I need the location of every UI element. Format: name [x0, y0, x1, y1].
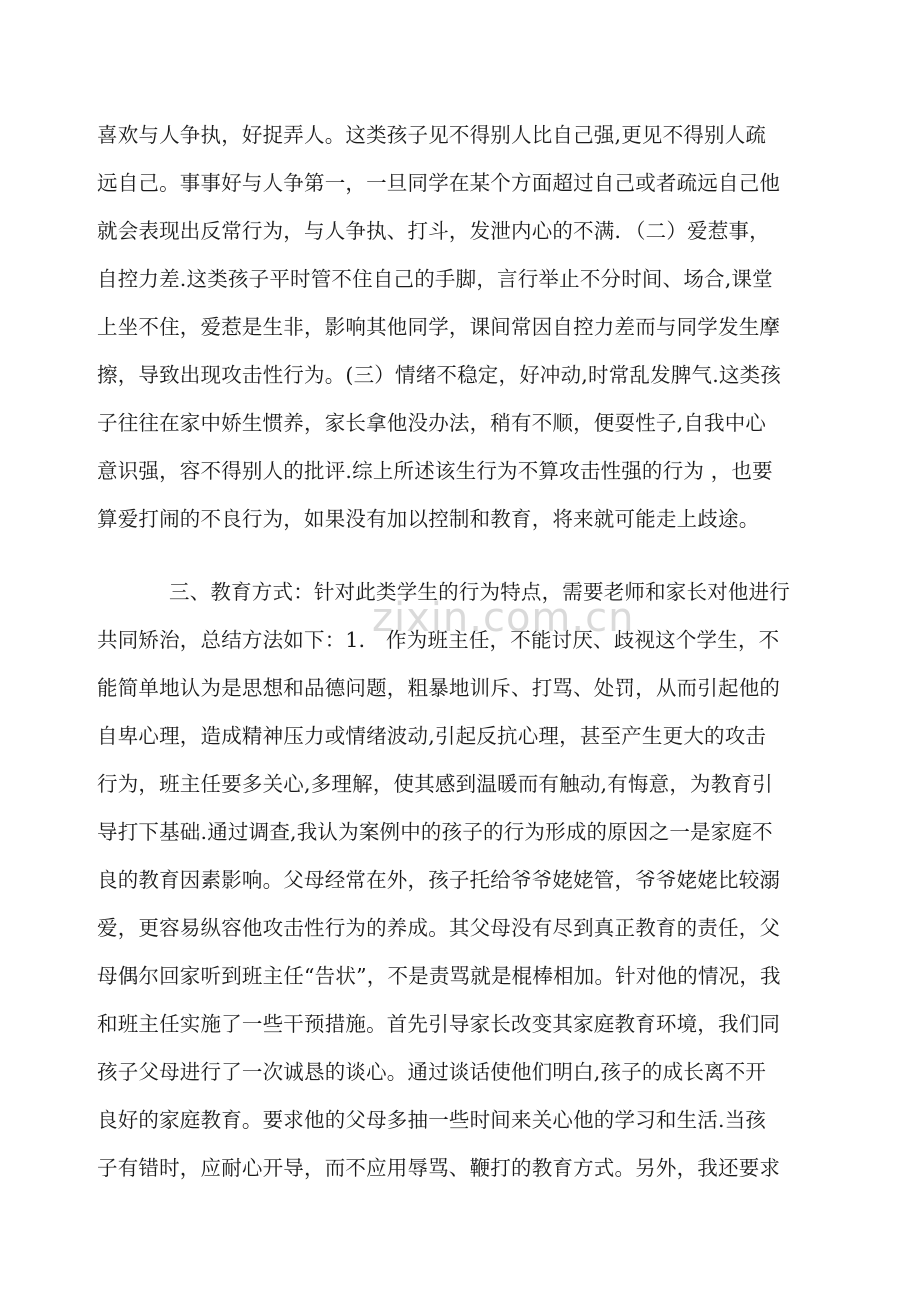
- text-line: 子往往在家中娇生惯养，家长拿他没办法，稍有不顺，便耍性子,自我中心: [97, 411, 767, 435]
- text-line: 擦，导致出现攻击性行为。(三）情绪不稳定，好冲动,时常乱发脾气.这类孩: [97, 363, 782, 387]
- text-line: 共同矫治，总结方法如下：1． 作为班主任，不能讨厌、歧视这个学生，不: [97, 628, 780, 652]
- section-heading-line: 三、教育方式：针对此类学生的行为特点，需要老师和家长对他进行: [169, 580, 790, 604]
- text-line: 上坐不住，爱惹是生非，影响其他同学，课间常因自控力差而与同学发生摩: [97, 315, 781, 339]
- text-line: 远自己。事事好与人争第一，一旦同学在某个方面超过自己或者疏远自己他: [97, 171, 781, 195]
- text-line: 能简单地认为是思想和品德问题，粗暴地训斥、打骂、处罚，从而引起他的: [97, 676, 781, 700]
- text-line: 算爱打闹的不良行为，如果没有加以控制和教育，将来就可能走上歧途。: [97, 507, 760, 531]
- text-line: 子有错时，应耐心开导，而不应用辱骂、鞭打的教育方式。另外，我还要求: [97, 1156, 781, 1180]
- paragraph-education-methods: [97, 568, 817, 1192]
- text-line: 良的教育因素影响。父母经常在外，孩子托给爷爷姥姥管，爷爷姥姥比较溺: [97, 868, 781, 892]
- text-line: 良好的家庭教育。要求他的父母多抽一些时间来关心他的学习和生活.当孩: [97, 1108, 767, 1132]
- text-line: 意识强，容不得别人的批评.综上所述该生行为不算攻击性强的行为 ，也要: [97, 459, 773, 483]
- text-line: 导打下基础.通过调查,我认为案例中的孩子的行为形成的原因之一是家庭不: [97, 820, 773, 844]
- text-line: 和班主任实施了一些干预措施。首先引导家长改变其家庭教育环境，我们同: [97, 1012, 781, 1036]
- text-line: 喜欢与人争执，好捉弄人。这类孩子见不得别人比自己强,更见不得别人疏: [97, 123, 767, 147]
- text-line: 爱，更容易纵容他攻击性行为的养成。其父母没有尽到真正教育的责任，父: [97, 916, 781, 940]
- text-line: 母偶尔回家听到班主任“告状”，不是责骂就是棍棒相加。针对他的情况，我: [97, 964, 781, 988]
- text-line: 自控力差.这类孩子平时管不住自己的手脚，言行举止不分时间、场合,课堂: [97, 267, 773, 291]
- text-line: 自卑心理，造成精神压力或情绪波动,引起反抗心理，甚至产生更大的攻击: [97, 724, 767, 748]
- text-line: 就会表现出反常行为，与人争执、打斗，发泄内心的不满．（二）爱惹事，: [97, 219, 770, 243]
- watermark: zixin.com.cn: [372, 595, 635, 641]
- paragraph-behavior-types: [97, 111, 817, 543]
- text-line: 孩子父母进行了一次诚恳的谈心。通过谈话使他们明白,孩子的成长离不开: [97, 1060, 767, 1084]
- text-line: 行为，班主任要多关心,多理解，使其感到温暖而有触动,有悔意，为教育引: [97, 772, 773, 796]
